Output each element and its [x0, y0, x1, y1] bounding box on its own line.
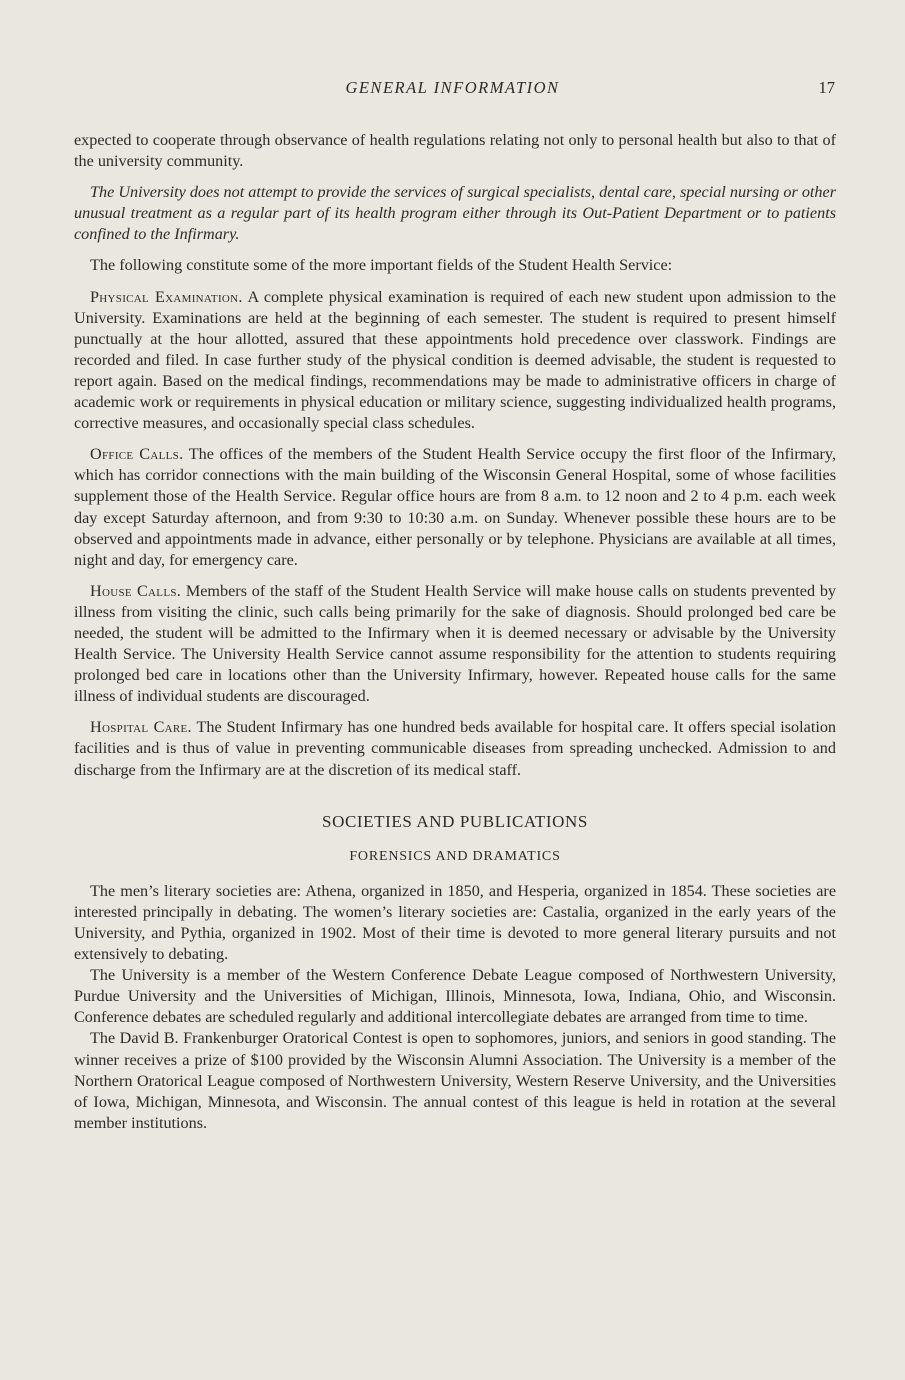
- paragraph-text-hospital-care: The Student Infirmary has one hundred beds available for hospital care. It offers special isolation facilities and is thus of value in preventing communicable diseases from spreading unchecked. Admission to and discharge from the Infirmary are at the discretion of its medical staff.: [74, 718, 837, 779]
- paragraph-fields-intro: The following constitute some of the more important fields of the Student Health Service:: [90, 256, 673, 275]
- paragraph-text-house-calls: Members of the staff of the Student Health Service will make house calls on students prevented by illness from visiting the clinic, such calls being primarily for the sake of diagnosis. Should prolonged bed care be needed, the student will be admitted to the Infirmary when it is deemed necessary or advisable by the University Health Service. The University Health Service cannot assume responsibility for the attention to students requiring prolonged bed care in locations other than the University Infirmary, however. Repeated house calls for the same illness of individual students are discouraged.: [74, 581, 837, 706]
- section-heading: SOCIETIES AND PUBLICATIONS: [322, 811, 588, 831]
- page-number: 17: [818, 78, 835, 97]
- paragraph-house-calls: [74, 581, 836, 708]
- paragraph-disclaimer: The University does not attempt to provide the services of surgical specialists, dental care, special nursing or other unusual treatment as a regular part of its health program either through its Out-Patient Department or to patients confined to the Infirmary.: [74, 183, 836, 244]
- run-in-heading-physical-examination: Physical Examination.: [90, 287, 243, 306]
- subsection-heading: FORENSICS AND DRAMATICS: [349, 848, 561, 864]
- run-in-heading-house-calls: House Calls.: [90, 581, 182, 600]
- paragraph-office-calls: [74, 444, 836, 571]
- body-text: [74, 130, 836, 1134]
- paragraph-hospital-care: [74, 717, 836, 780]
- running-head: [0, 78, 905, 100]
- run-in-heading-hospital-care: Hospital Care.: [90, 718, 192, 737]
- paragraph-continuation: expected to cooperate through observance of health regulations relating not only to personal health but also to that of the university community.: [74, 131, 836, 171]
- paragraph-debate-league: The University is a member of the Western Conference Debate League composed of Northwestern University, Purdue University and the Universities of Michigan, Illinois, Minnesota, Iowa, Indiana, Ohio, and Wisconsin. Conference debates are scheduled regularly and additional intercollegiate debates are arranged from time to time.: [74, 966, 836, 1027]
- paragraph-physical-examination: [74, 287, 836, 435]
- paragraph-text-office-calls: The offices of the members of the Student Health Service occupy the first floor of the Infirmary, which has corridor connections with the main building of the Wisconsin General Hospital, some of whose facilities supplement those of the Health Service. Regular office hours are from 8 a.m. to 12 noon and 2 to 4 p.m. each week day except Saturday afternoon, and from 9:30 to 10:30 a.m. on Sunday. Whenever possible these hours are to be observed and appointments made in advance, either personally or by telephone. Physicians are available at all times, night and day, for emergency care.: [74, 445, 836, 569]
- paragraph-literary-societies: The men’s literary societies are: Athena, organized in 1850, and Hesperia, organized in 1854. These societies are interested principally in debating. The women’s literary societies are: Castalia, organized in the early years of the University, and Pythia, organized in 1902. Most of their time is devoted to more general literary pursuits and not extensively to debating.: [74, 881, 836, 964]
- run-in-heading-office-calls: Office Calls.: [90, 445, 184, 464]
- paragraph-oratorical-contest: The David B. Frankenburger Oratorical Contest is open to sophomores, juniors, and seniors in good standing. The winner receives a prize of $100 provided by the Wisconsin Alumni Association. The University is a member of the Northern Oratorical League composed of Northwestern University, Western Reserve University, and the Universities of Iowa, Michigan, Minnesota, and Wisconsin. The annual contest of this league is held in rotation at the several member institutions.: [74, 1029, 836, 1132]
- paragraph-text-physical-examination: A complete physical examination is required of each new student upon admission to the University. Examinations are held at the beginning of each semester. The student is required to present himself punctually at the hour allotted, assured that these appointments hold precedence over classwork. Findings are recorded and filed. In case further study of the physical condition is deemed advisable, the student is requested to report again. Based on the medical findings, recommendations may be made to administrative officers in charge of academic work or requirements in physical education or military science, suggesting individualized health programs, corrective measures, and occasionally special class schedules.: [74, 287, 836, 433]
- running-title: GENERAL INFORMATION: [345, 78, 560, 97]
